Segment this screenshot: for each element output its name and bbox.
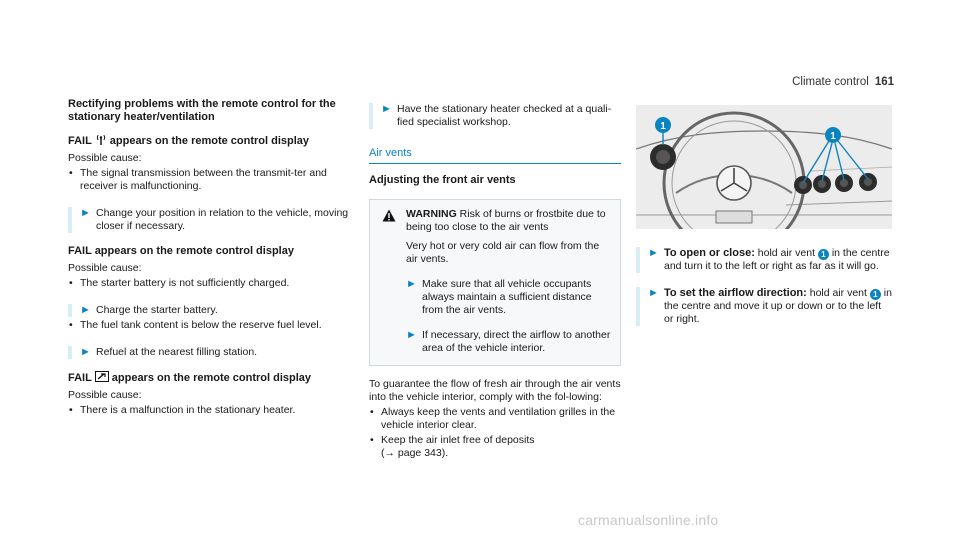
callout-badge: 1 bbox=[870, 289, 881, 300]
warning-step: ► If necessary, direct the airflow to another area of the vehicle interior. bbox=[406, 329, 611, 354]
step-arrow-icon: ► bbox=[80, 304, 91, 316]
cause-label: Possible cause: bbox=[68, 389, 142, 401]
step-arrow-icon: ► bbox=[381, 103, 392, 115]
svg-text:1: 1 bbox=[660, 121, 666, 132]
list-item: • There is a malfunction in the stationary heater. bbox=[69, 404, 296, 416]
fail-signal-heading: FAIL appears on the remote control display bbox=[68, 135, 310, 147]
page-number: 161 bbox=[874, 76, 894, 88]
cause-label: Possible cause: bbox=[68, 262, 142, 274]
step-label: To set the airflow direction: bbox=[664, 287, 807, 299]
section-title: Air vents bbox=[369, 147, 621, 164]
step-arrow-icon: ► bbox=[648, 247, 659, 259]
warning-step: ► Make sure that all vehicle occupants always maintain a sufficient distance from the air vents. bbox=[406, 278, 592, 316]
column-right bbox=[636, 98, 892, 326]
list-item: • Always keep the vents and ventilation grilles in the vehicle interior clear. bbox=[370, 406, 616, 431]
warning-title: WARNING bbox=[406, 208, 457, 220]
step-arrow-icon: ► bbox=[406, 278, 417, 290]
step-arrow-icon: ► bbox=[648, 287, 659, 299]
column-left bbox=[68, 98, 356, 417]
instruction-step: ► Charge the starter battery. bbox=[68, 304, 356, 317]
antenna-icon bbox=[95, 135, 107, 147]
list-item: • The signal transmission between the transmit-ter and receiver is malfunctioning. bbox=[69, 167, 327, 192]
fail-battery-heading: FAIL appears on the remote control display bbox=[68, 245, 294, 257]
section-heading: Rectifying problems with the remote control for the stationary heater/ventilation bbox=[68, 98, 336, 123]
list-item: • The fuel tank content is below the reserve fuel level. bbox=[69, 319, 322, 331]
page-reference: (→ page 343). bbox=[381, 447, 449, 459]
warning-body: Very hot or very cold air can flow from the air vents. bbox=[406, 240, 600, 265]
instruction-step: ► Change your position in relation to the vehicle, moving closer if necessary. bbox=[68, 207, 356, 233]
warning-title-text: Risk of burns or frostbite due to being too close to the air vents bbox=[406, 208, 606, 233]
section-name: Climate control bbox=[792, 76, 869, 88]
instruction-step: ► To open or close: hold air vent 1 in the centre and turn it to the left or right as far as it will go. bbox=[636, 247, 892, 273]
sub-heading: Adjusting the front air vents bbox=[369, 174, 516, 186]
warning-triangle-icon bbox=[382, 209, 396, 222]
instruction-step: ► To set the airflow direction: hold air vent 1 in the centre and move it up or down or to the left or right. bbox=[636, 287, 892, 326]
column-middle bbox=[369, 98, 621, 460]
instruction-step: ► Refuel at the nearest filling station. bbox=[68, 346, 356, 359]
callout-badge: 1 bbox=[818, 249, 829, 260]
heater-fault-icon bbox=[95, 372, 109, 384]
cause-label: Possible cause: bbox=[68, 152, 142, 164]
watermark: carmanualsonline.info bbox=[578, 512, 719, 528]
svg-text:1: 1 bbox=[830, 131, 836, 142]
step-arrow-icon: ► bbox=[80, 346, 91, 358]
warning-box bbox=[369, 199, 621, 366]
list-item: • The starter battery is not sufficiently charged. bbox=[69, 277, 290, 289]
fail-heater-heading: FAIL appears on the remote control display bbox=[68, 372, 312, 384]
step-arrow-icon: ► bbox=[406, 329, 417, 341]
step-label: To open or close: bbox=[664, 247, 755, 259]
instruction-step: ► Have the stationary heater checked at a quali-fied specialist workshop. bbox=[369, 103, 621, 129]
list-item: • Keep the air inlet free of deposits (→ page 343). bbox=[370, 434, 535, 459]
paragraph: To guarantee the flow of fresh air through the air vents into the vehicle interior, comply with the fol-lowing: bbox=[369, 378, 621, 403]
dashboard-illustration bbox=[636, 105, 892, 229]
step-arrow-icon: ► bbox=[80, 207, 91, 219]
page-header bbox=[792, 76, 894, 88]
